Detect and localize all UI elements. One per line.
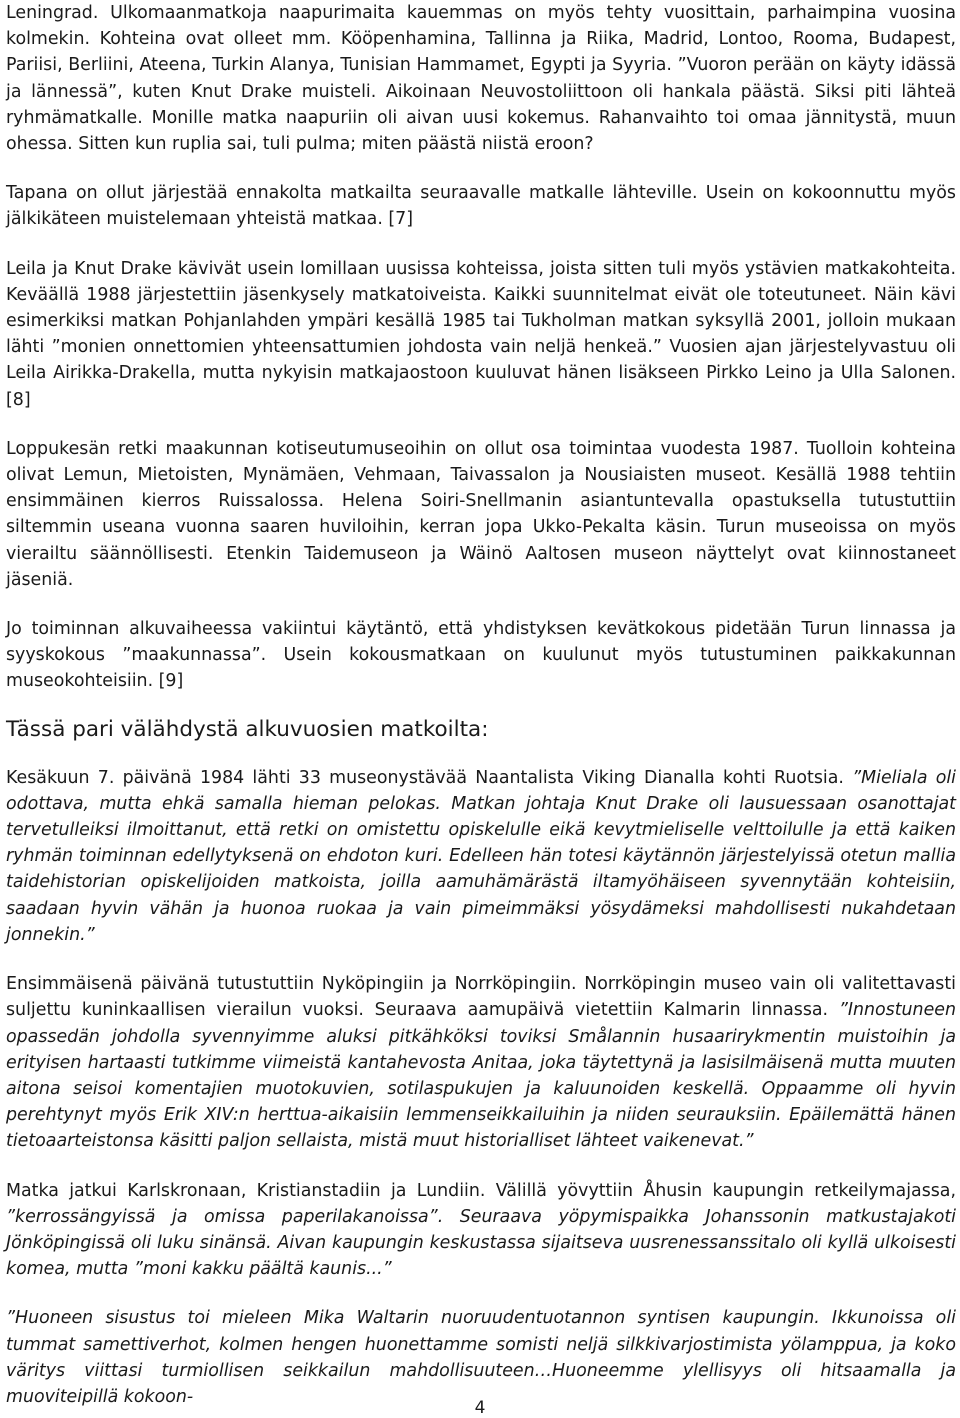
paragraph-trip-evenings: Tapana on ollut järjestää ennakolta matkailta seuraavalle matkalle lähteville. Usein on kokoonnuttu myös jälkikäteen muistelemaan yhteistä matkaa. [7]	[6, 183, 956, 230]
paragraph-meetings: Jo toiminnan alkuvaiheessa vakiintui käytäntö, että yhdistyksen kevätkokous pidetään Turun linnassa ja syyskokous ”maakunnassa”. Usein kokousmatkaan on kuulunut myös tutustuminen paikkakunnan museokohteisiin. [9]	[6, 619, 956, 692]
section-heading: Tässä pari välähdystä alkuvuosien matkoilta:	[6, 716, 489, 742]
paragraph-first-day-quote: ”Innostuneen opassedän johdolla syvennyimme aluksi pitkähköksi toviksi Smålannin husaarirykmentin muistoihin ja erityisen hartaasti tutkimme viimeistä kantahevosta Anitaa, joka täytettynä ja lasisilmäisenä mutta muuten aitona seisoi komentajien muotokuvien, sotilaspukujen ja kaluunoiden keskellä. Oppaamme oli hyvin perehtynyt myös Erik XIV:n herttua-aikaisiin lemmenseikkailuihin ja niiden seurauksiin. Epäilemättä hänen tietoaarteistonsa käsitti paljon sellaista, mistä muut historialliset lähteet vaikenevat.”	[6, 1000, 956, 1152]
paragraph-first-day	[6, 971, 956, 1154]
page-number: 4	[474, 1398, 486, 1418]
paragraph-foreign-trips: Leningrad. Ulkomaanmatkoja naapurimaita kauemmas on myös tehty vuosittain, parhaimpina vuosina kolmekin. Kohteina ovat olleet mm. Kööpenhamina, Tallinna ja Riika, Madrid, Lontoo, Rooma, Budapest, Pariisi, Berliini, Ateena, Turkin Alanya, Tunisian Hammamet, Egypti ja Syyria. ”Vuoron perään on käyty idässä ja lännessä”, kuten Knut Drake muisteli. Aikoinaan Neuvostoliittoon oli hankala päästä. Siksi piti lähteä ryhmämatkalle. Monille matka naapuriin oli aivan uusi kokemus. Rahanvaihto toi omaa jännitystä, muun ohessa. Sitten kun ruplia sai, tuli pulma; miten päästä niistä eroon?	[6, 3, 956, 155]
document-page	[6, 0, 956, 1410]
paragraph-room-description	[6, 1305, 956, 1410]
paragraph-drake-trips: Leila ja Knut Drake kävivät usein lomillaan uusissa kohteissa, joista sitten tuli myös ystävien matkakohteita. Keväällä 1988 järjestettiin jäsenkysely matkatoiveista. Kaikki suunnitelmat eivät ole toteutuneet. Näin kävi esimerkiksi matkan Pohjanlahden ympäri kesällä 1985 tai Tukholman matkan syksyllä 2001, jolloin mukaan lähti ”monien onnettomien yhteensattumien johdosta vain neljä henkeä.” Vuosien ajan järjestelyvastuu oli Leila Airikka-Drakella, mutta nykyisin matkajaostoon kuuluvat hänen lisäkseen Pirkko Leino ja Ulla Salonen. [8]	[6, 258, 956, 410]
paragraph-room-description-quote: ”Huoneen sisustus toi mieleen Mika Waltarin nuoruudentuotannon syntisen kaupungin. Ikkunoissa oli tummat samettiverhot, kolmen hengen huonettamme somisti neljä silkkivarjostimista yölamppua, ja koko väritys viittasi turmiollisen seikkailun mahdollisuuteen…Huoneemme ylellisyys oli hitsaamalla ja muoviteipillä kokoon-	[6, 1308, 956, 1407]
paragraph-journey-continues-intro: Matka jatkui Karlskronaan, Kristianstadiin ja Lundiin. Välillä yövyttiin Åhusin kaupungin retkeilymajassa,	[6, 1180, 956, 1201]
paragraph-trip-1984	[6, 765, 956, 948]
paragraph-trip-1984-intro: Kesäkuun 7. päivänä 1984 lähti 33 museonystävää Naantalista Viking Dianalla kohti Ruotsia.	[6, 767, 853, 788]
paragraph-trip-1984-quote: ”Mieliala oli odottava, mutta ehkä samalla hieman pelokas. Matkan johtaja Knut Drake oli lausuessaan osanottajat tervetulleiksi ilmoittanut, että retki on omistettu opiskelulle eikä kevytmieliselle velttoilulle ja että kaiken ryhmän toiminnan edellytyksenä on ehdoton kuri. Edelleen hän totesi käytännön järjestelyissä otetun mallia taidehistorian opiskelijoiden matkoista, joilla aamuhämärästä iltamyöhäiseen syvennytään kohteisiin, saadaan hyvin vähän ja huonoa ruokaa ja vain pimeimmäksi yösydämeksi mahdollisesti nukahdetaan jonnekin.”	[6, 767, 956, 945]
paragraph-museum-excursions: Loppukesän retki maakunnan kotiseutumuseoihin on ollut osa toimintaa vuodesta 1987. Tuolloin kohteina olivat Lemun, Mietoisten, Mynämäen, Vehmaan, Taivassalon ja Nousiaisten museot. Kesällä 1988 tehtiin ensimmäinen kierros Ruissalossa. Helena Soiri-Snellmanin asiantuntevalla opastuksella tutustuttiin siltemmin useana vuonna saaren huviloihin, kerran jopa Ukko-Pekalta käsin. Turun museoissa on myös vierailtu säännöllisesti. Etenkin Taidemuseon ja Wäinö Aaltosen museon näyttelyt ovat kiinnostaneet jäseniä.	[6, 438, 956, 590]
paragraph-journey-continues	[6, 1178, 956, 1283]
paragraph-journey-continues-quote: ”kerrossängyissä ja omissa paperilakanoissa”. Seuraava yöpymispaikka Johanssonin matkustajakoti Jönköpingissä oli luku sinänsä. Aivan kaupungin keskustassa sijaitseva uusrenessanssitalo oli kyllä ulkoisesti komea, mutta ”moni kakku päältä kaunis...”	[6, 1206, 956, 1280]
paragraph-first-day-intro: Ensimmäisenä päivänä tutustuttiin Nyköpingiin ja Norrköpingiin. Norrköpingin museo vain oli valitettavasti suljettu kuninkaallisen vierailun vuoksi. Seuraava aamupäivä vietettiin Kalmarin linnassa.	[6, 974, 956, 1021]
